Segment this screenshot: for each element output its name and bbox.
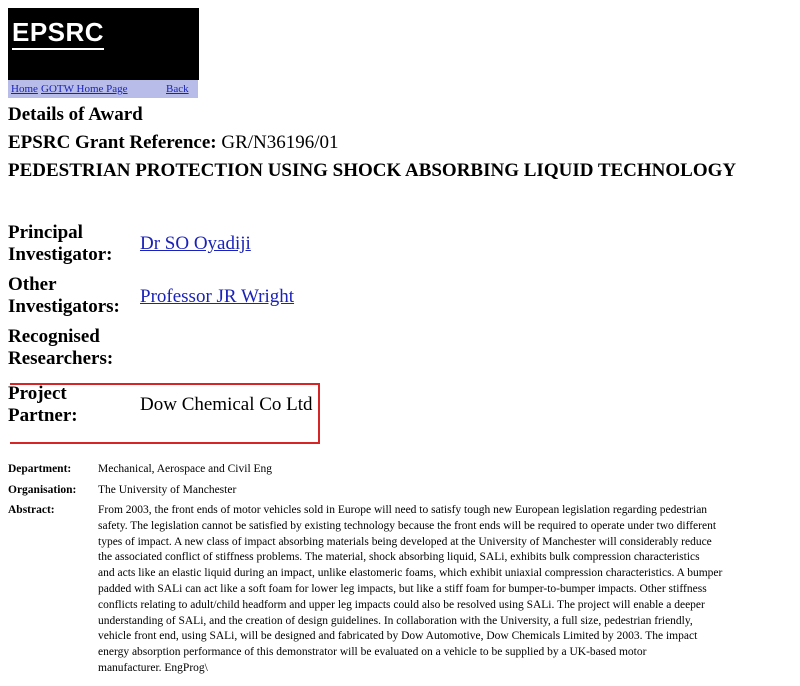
abstract-label: Abstract: (8, 504, 55, 516)
abstract-line: and acts like an elastic liquid during an impact, unlike elastomeric foams, which exhibit uniaxial compression characteristics. A bumper (98, 567, 723, 580)
department-value: Mechanical, Aerospace and Civil Eng (98, 463, 273, 475)
abstract-line: vehicle front end, using SALi, will be designed and fabricated by Dow Automotive, Dow Chemicals Limited by 2003. The impact (98, 630, 698, 643)
nav-bar (8, 80, 198, 98)
grant-reference-label: EPSRC Grant Reference: (8, 132, 217, 153)
abstract-line: understanding of SALi, and the creation of design guidelines. In collaboration with the University, a full size, pedestrian friendly, (98, 614, 693, 627)
nav-back-link[interactable]: Back (166, 83, 189, 95)
abstract-line: From 2003, the front ends of motor vehicles sold in Europe will need to satisfy tough new European legislation regarding pedestrian (98, 504, 708, 516)
principal-investigator-link[interactable]: Dr SO Oyadiji (140, 233, 251, 254)
project-partner-label: Project Partner: (8, 383, 78, 426)
abstract-line: padded with SALi can act like a soft foam for lower leg impacts, but like a stiff foam for bumper-to-bumper impacts. Other stiffness (98, 582, 707, 595)
nav-gotw-home-link[interactable]: GOTW Home Page (41, 83, 128, 95)
epsrc-logo (8, 8, 199, 80)
abstract-line: safety. The legislation cannot be satisfied by existing technology because the front ends will be required to operate under two different (98, 519, 717, 532)
abstract-line: energy absorption performance of this demonstrator will be evaluated on a vehicle to be supplied by a UK-based motor (98, 646, 647, 659)
other-investigators-value (140, 287, 294, 307)
other-investigator-link[interactable]: Professor JR Wright (140, 286, 295, 307)
logo-underline (12, 48, 104, 50)
principal-investigator-label: Principal Investigator: (8, 222, 113, 265)
abstract-line: the associated conflict of stiffness problems. The material, shock absorbing liquid, SALi, exhibits bulk compression characteristics (98, 551, 700, 564)
logo-text: EPSRC (12, 17, 105, 47)
abstract-line: types of impact. A new class of impact absorbing materials being developed at the University of Manchester will considerably reduce (98, 535, 712, 548)
recognised-researchers-label: Recognised Researchers: (8, 326, 114, 369)
nav-home-link[interactable]: Home (11, 83, 38, 95)
grant-reference (8, 133, 339, 153)
abstract-line: conflicts relating to adult/child headform and upper leg impacts could also be resolved using SALi. The project will enable a deeper (98, 598, 705, 611)
other-investigators-label: Other Investigators: (8, 274, 120, 317)
abstract-line: manufacturer. EngProg\ (98, 661, 208, 674)
organisation-label: Organisation: (8, 484, 77, 496)
grant-reference-value: GR/N36196/01 (221, 132, 339, 153)
details-heading: Details of Award (8, 104, 143, 125)
principal-investigator-value (140, 234, 251, 254)
abstract-text (98, 503, 793, 677)
project-partner-value: Dow Chemical Co Ltd (140, 394, 313, 415)
organisation-value: The University of Manchester (98, 484, 237, 496)
project-title: PEDESTRIAN PROTECTION USING SHOCK ABSORBING LIQUID TECHNOLOGY (8, 160, 737, 181)
department-label: Department: (8, 463, 72, 475)
